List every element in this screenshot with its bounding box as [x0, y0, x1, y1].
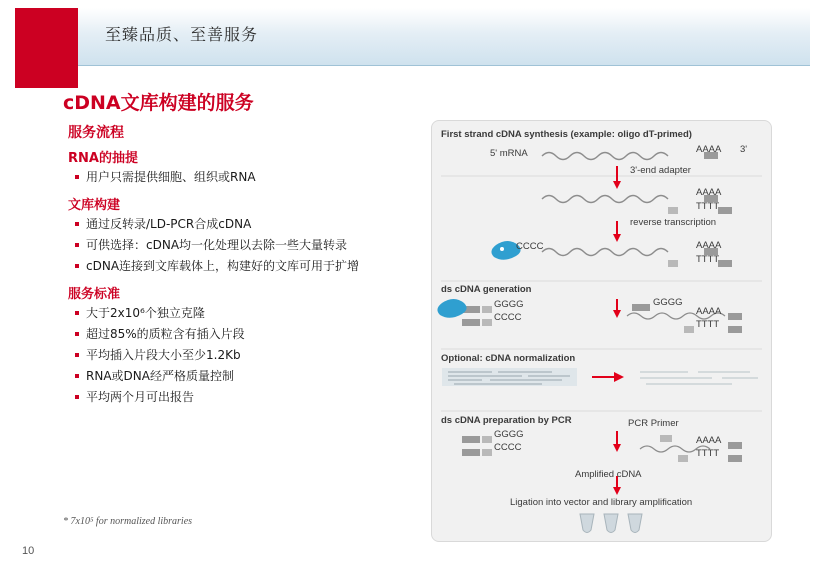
figure-label-ligation: Ligation into vector and library amplification	[510, 497, 693, 508]
bullet-dot	[75, 264, 79, 268]
list-item	[75, 304, 205, 321]
list-item	[75, 168, 256, 185]
figure-label-tttt-1: TTTT	[696, 201, 720, 212]
figure-panel-title-4: ds cDNA preparation by PCR	[441, 415, 572, 426]
list-item	[75, 367, 234, 384]
list-item-label: 超过85%的质粒含有插入片段	[86, 327, 245, 341]
list-item	[75, 236, 347, 253]
figure-label-aaaa-5: AAAA	[696, 435, 722, 446]
figure-label-adapter: 3'-end adapter	[630, 165, 691, 176]
bullet-dot	[75, 222, 79, 226]
list-item	[75, 325, 245, 342]
section-heading-library: 文库构建	[68, 198, 121, 213]
list-item-label: 大于2x10⁶个独立克隆	[86, 306, 205, 320]
bullet-dot	[75, 374, 79, 378]
section-heading-rna: RNA的抽提	[68, 151, 138, 166]
bullet-dot	[75, 311, 79, 315]
list-item-label: 可供选择：cDNA均一化处理以去除一些大量转录	[86, 238, 348, 252]
figure-panel	[431, 120, 772, 542]
header-title: 至臻品质、至善服务	[105, 25, 259, 44]
list-item	[75, 257, 359, 274]
list-item-label: cDNA连接到文库载体上，构建好的文库可用于扩增	[86, 259, 360, 273]
figure-label-reverse-transcription: reverse transcription	[630, 217, 717, 228]
page-number: 10	[22, 545, 35, 557]
page-title: cDNA文库构建的服务	[63, 92, 254, 114]
figure-label-amplified-cdna: Amplified cDNA	[575, 469, 642, 480]
figure-label-aaaa-1: AAAA	[696, 144, 722, 155]
figure-label-tttt-2: TTTT	[696, 254, 720, 265]
figure-label-tttt-4: TTTT	[696, 448, 720, 459]
list-item	[75, 388, 194, 405]
list-item	[75, 346, 241, 363]
figure-label-cccc-left: CCCC	[494, 312, 522, 323]
list-item-label: 平均两个月可出报告	[86, 390, 195, 404]
figure-label-aaaa-4: AAAA	[696, 306, 722, 317]
figure-label-mrna5: 5' mRNA	[490, 148, 528, 159]
figure-panel-title-2: ds cDNA generation	[441, 284, 532, 295]
list-item-label: 用户只需提供细胞、组织或RNA	[86, 170, 256, 184]
figure-label-aaaa-2: AAAA	[696, 187, 722, 198]
section-heading-process: 服务流程	[68, 125, 124, 141]
bullet-dot	[75, 332, 79, 336]
list-item-label: 平均插入片段大小至少1.2Kb	[86, 348, 241, 362]
figure-label-cccc-pcr: CCCC	[494, 442, 522, 453]
figure-label-3prime: 3'	[740, 144, 748, 155]
bullet-dot	[75, 243, 79, 247]
figure-panel-title-1: First strand cDNA synthesis (example: oligo dT-primed)	[441, 129, 692, 140]
bullet-dot	[75, 175, 79, 179]
figure-label-gggg-top: GGGG	[653, 297, 683, 308]
figure-label-tttt-3: TTTT	[696, 319, 720, 330]
footnote: * 7x10⁵ for normalized libraries	[63, 516, 193, 527]
red-accent-block	[15, 8, 78, 88]
figure-label-gggg-left: GGGG	[494, 299, 524, 310]
list-item	[75, 215, 251, 232]
section-heading-standards: 服务标准	[68, 287, 121, 302]
list-item-label: 通过反转录/LD-PCR合成cDNA	[86, 217, 252, 231]
bullet-dot	[75, 353, 79, 357]
figure-panel-title-3: Optional: cDNA normalization	[441, 353, 576, 364]
figure-label-gggg-pcr: GGGG	[494, 429, 524, 440]
figure-label-aaaa-3: AAAA	[696, 240, 722, 251]
bullet-dot	[75, 395, 79, 399]
figure-label-cccc-1: CCCC	[516, 241, 544, 252]
figure-label-pcr-primer: PCR Primer	[628, 418, 679, 429]
list-item-label: RNA或DNA经严格质量控制	[86, 369, 234, 383]
